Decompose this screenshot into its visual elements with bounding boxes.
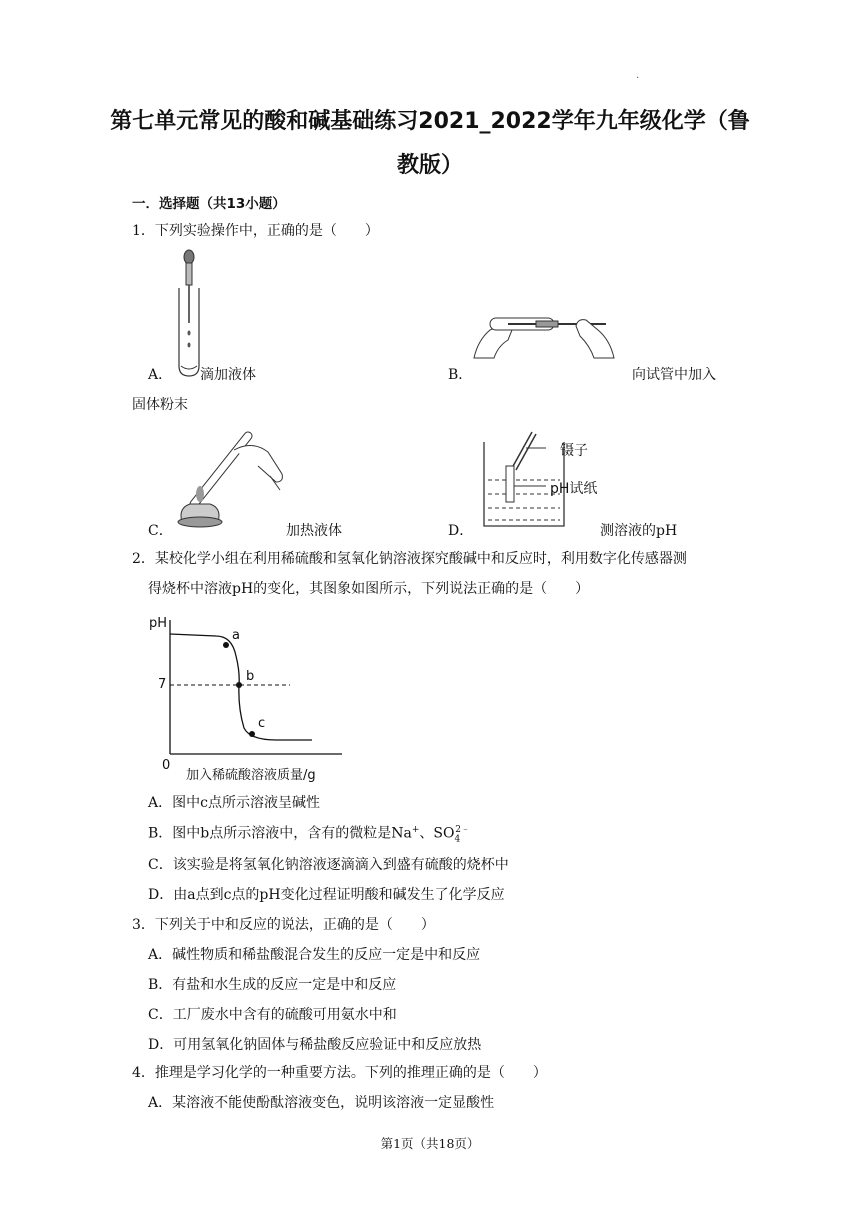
- q1-image-label-ph-paper: pH试纸: [550, 481, 598, 497]
- q2-option-d: D．由a点到c点的pH变化过程证明酸和碱发生了化学反应: [148, 887, 505, 903]
- q1-option-d-label: D．: [448, 523, 474, 539]
- graph-xlabel: 加入稀硫酸溶液质量/g: [186, 768, 316, 783]
- q1-option-b-text: 向试管中加入: [632, 367, 716, 383]
- q3-option-b: B．有盐和水生成的反应一定是中和反应: [148, 977, 397, 993]
- q2-option-c: C．该实验是将氢氧化钠溶液逐滴滴入到盛有硫酸的烧杯中: [148, 857, 509, 873]
- q1-option-b-label: B．: [448, 367, 473, 383]
- page-footer: 第1页（共18页）: [380, 1136, 480, 1151]
- graph-label-b: b: [246, 669, 255, 684]
- q2-ph-graph: [146, 612, 346, 784]
- graph-seven-tick: 7: [158, 677, 167, 692]
- q1-image-label-tweezers: 镊子: [560, 443, 588, 459]
- graph-label-c: c: [258, 716, 266, 731]
- graph-ylabel: pH: [149, 616, 168, 631]
- q1-option-c-text: 加热液体: [286, 523, 342, 539]
- q1-option-a-text: 滴加液体: [200, 367, 256, 383]
- q1-option-a-label: A．: [148, 367, 173, 383]
- q1-image-heating: [172, 424, 290, 530]
- q4-stem: 4．推理是学习化学的一种重要方法。下列的推理正确的是（ ）: [132, 1065, 547, 1081]
- document-title-line1: 第七单元常见的酸和碱基础练习2021_2022学年九年级化学（鲁: [110, 109, 750, 134]
- q2-stem-line1: 2．某校化学小组在利用稀硫酸和氢氧化钠溶液探究酸碱中和反应时，利用数字化传感器测: [132, 551, 687, 567]
- q1-image-powder-tube: [468, 306, 620, 366]
- graph-point-a: [223, 642, 229, 648]
- q3-option-a: A．碱性物质和稀盐酸混合发生的反应一定是中和反应: [148, 947, 481, 963]
- q1-image-dropper: [172, 248, 206, 380]
- q4-option-a: A．某溶液不能使酚酞溶液变色，说明该溶液一定显酸性: [148, 1095, 495, 1111]
- q2-option-a: A．图中c点所示溶液呈碱性: [148, 795, 320, 811]
- graph-point-b: [236, 682, 242, 688]
- q1-stem: 1．下列实验操作中，正确的是（ ）: [132, 223, 379, 239]
- q1-option-d-text: 测溶液的pH: [600, 523, 678, 539]
- q2-option-b: B．图中b点所示溶液中，含有的微粒是Na+、$SO_4^{2﹣}$: [148, 825, 470, 845]
- q1-option-c-label: C．: [148, 523, 173, 539]
- q2-stem-line2: 得烧杯中溶液pH的变化，其图象如图所示，下列说法正确的是（ ）: [148, 581, 590, 597]
- q1-option-b-continuation: 固体粉末: [132, 397, 188, 413]
- document-title-line2: 教版）: [396, 153, 463, 178]
- q3-option-d: D．可用氢氧化钠固体与稀盐酸反应验证中和反应放热: [148, 1037, 482, 1053]
- q3-stem: 3．下列关于中和反应的说法，正确的是（ ）: [132, 917, 435, 933]
- section-heading: 一．选择题（共13小题）: [132, 196, 286, 212]
- graph-point-c: [249, 731, 255, 737]
- graph-origin: 0: [162, 758, 171, 773]
- header-dot: .: [636, 70, 640, 81]
- q3-option-c: C．工厂废水中含有的硫酸可用氨水中和: [148, 1007, 397, 1023]
- graph-label-a: a: [232, 628, 240, 643]
